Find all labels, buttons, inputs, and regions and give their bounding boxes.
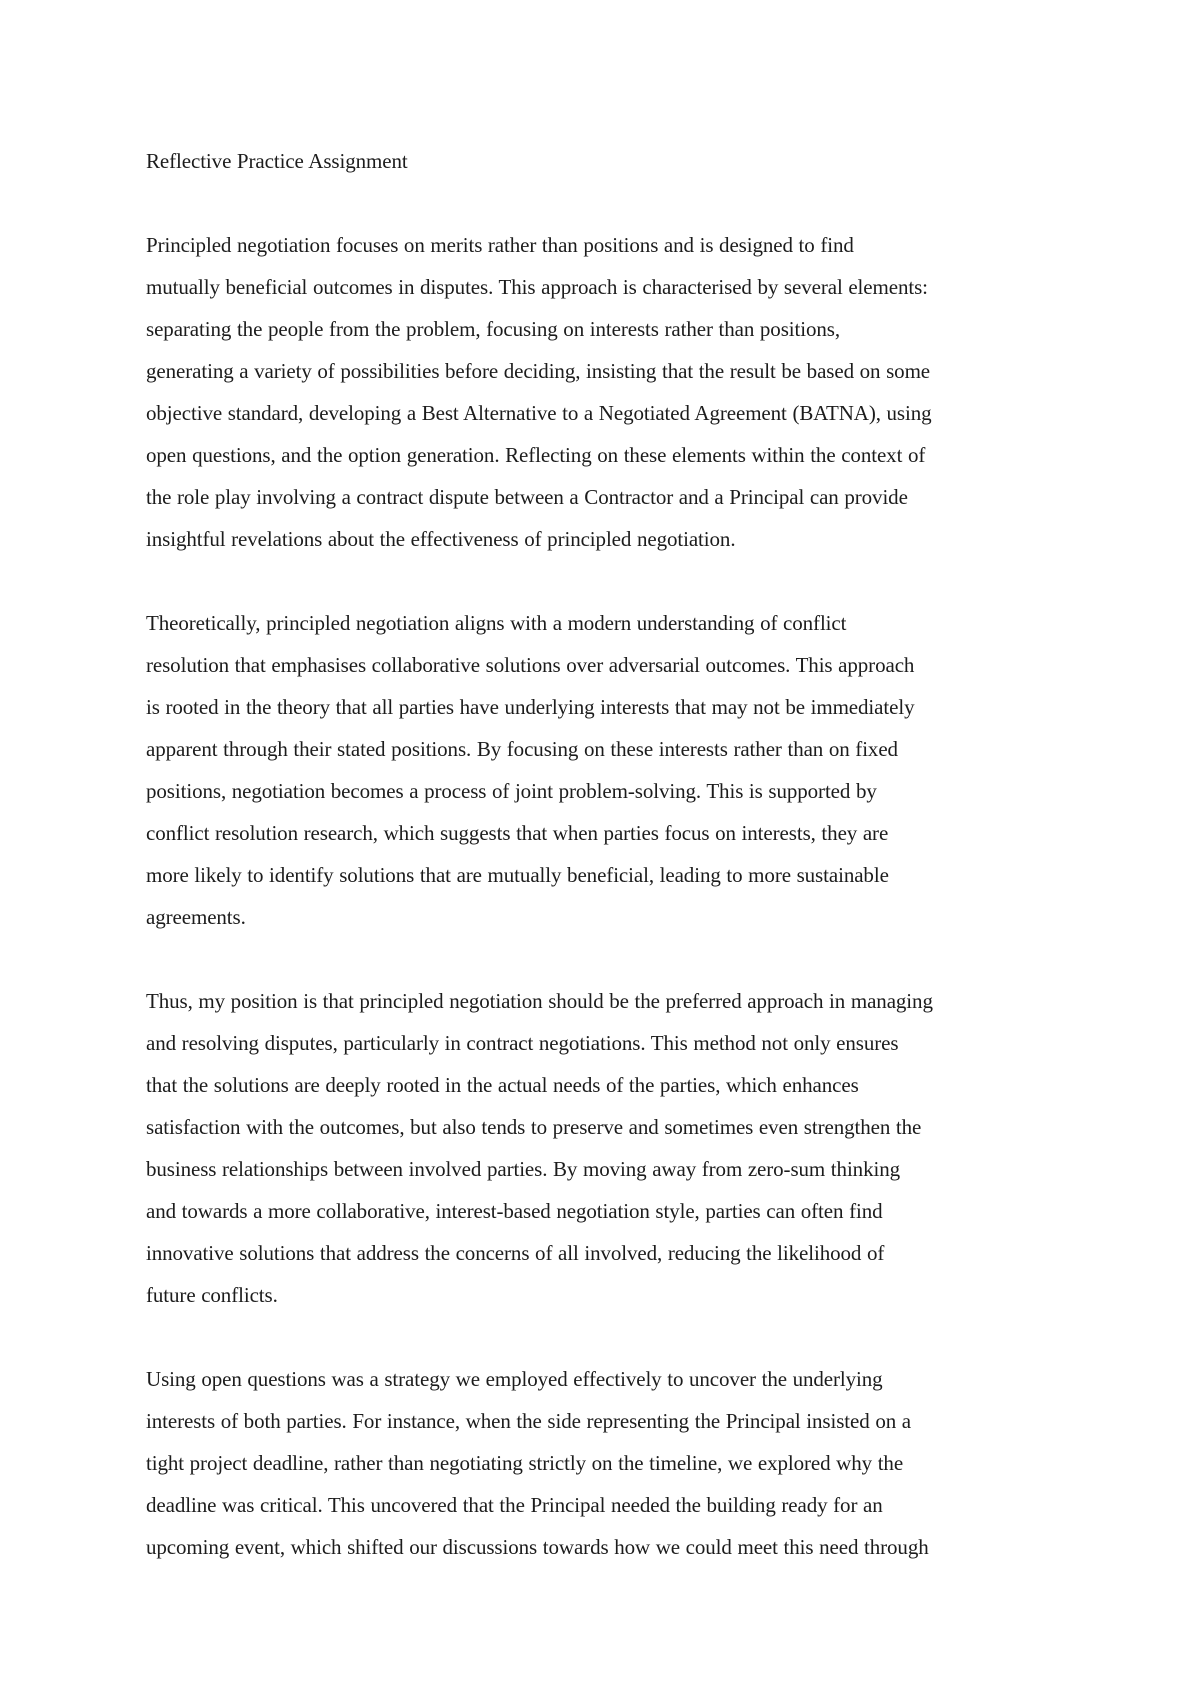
- text-line: interests of both parties. For instance, when the side representing the Principal insisted on a: [146, 1409, 911, 1433]
- text-line: Thus, my position is that principled negotiation should be the preferred approach in managing: [146, 989, 933, 1013]
- paragraph: [146, 1358, 1086, 1568]
- paragraph-list: [146, 224, 1086, 1568]
- text-line: deadline was critical. This uncovered that the Principal needed the building ready for an: [146, 1493, 883, 1517]
- text-line: open questions, and the option generation. Reflecting on these elements within the context of: [146, 443, 926, 467]
- text-line: future conflicts.: [146, 1283, 278, 1307]
- text-line: innovative solutions that address the concerns of all involved, reducing the likelihood of: [146, 1241, 885, 1265]
- text-line: Using open questions was a strategy we employed effectively to uncover the underlying: [146, 1367, 883, 1391]
- text-line: resolution that emphasises collaborative solutions over adversarial outcomes. This approach: [146, 653, 915, 677]
- text-line: conflict resolution research, which suggests that when parties focus on interests, they are: [146, 821, 889, 845]
- text-line: more likely to identify solutions that are mutually beneficial, leading to more sustainable: [146, 863, 889, 887]
- paragraph: [146, 980, 1086, 1316]
- text-line: agreements.: [146, 905, 246, 929]
- text-line: business relationships between involved parties. By moving away from zero-sum thinking: [146, 1157, 901, 1181]
- text-line: positions, negotiation becomes a process of joint problem-solving. This is supported by: [146, 779, 877, 803]
- text-line: Theoretically, principled negotiation aligns with a modern understanding of conflict: [146, 611, 847, 635]
- document-title: Reflective Practice Assignment: [146, 149, 408, 173]
- text-line: separating the people from the problem, focusing on interests rather than positions,: [146, 317, 841, 341]
- text-line: and towards a more collaborative, interest-based negotiation style, parties can often find: [146, 1199, 883, 1223]
- text-line: apparent through their stated positions. By focusing on these interests rather than on fixed: [146, 737, 898, 761]
- text-line: is rooted in the theory that all parties have underlying interests that may not be immediately: [146, 695, 915, 719]
- text-line: that the solutions are deeply rooted in the actual needs of the parties, which enhances: [146, 1073, 859, 1097]
- text-line: generating a variety of possibilities before deciding, insisting that the result be based on some: [146, 359, 931, 383]
- text-line: Principled negotiation focuses on merits rather than positions and is designed to find: [146, 233, 854, 257]
- text-line: mutually beneficial outcomes in disputes. This approach is characterised by several elements:: [146, 275, 928, 299]
- paragraph: [146, 224, 1086, 560]
- text-line: tight project deadline, rather than negotiating strictly on the timeline, we explored why the: [146, 1451, 904, 1475]
- document-body: [146, 140, 1086, 1610]
- paragraph: [146, 602, 1086, 938]
- text-line: the role play involving a contract dispute between a Contractor and a Principal can provide: [146, 485, 908, 509]
- text-line: upcoming event, which shifted our discussions towards how we could meet this need through: [146, 1535, 929, 1559]
- text-line: objective standard, developing a Best Alternative to a Negotiated Agreement (BATNA), using: [146, 401, 932, 425]
- text-line: satisfaction with the outcomes, but also tends to preserve and sometimes even strengthen the: [146, 1115, 922, 1139]
- text-line: insightful revelations about the effectiveness of principled negotiation.: [146, 527, 736, 551]
- text-line: and resolving disputes, particularly in contract negotiations. This method not only ensures: [146, 1031, 899, 1055]
